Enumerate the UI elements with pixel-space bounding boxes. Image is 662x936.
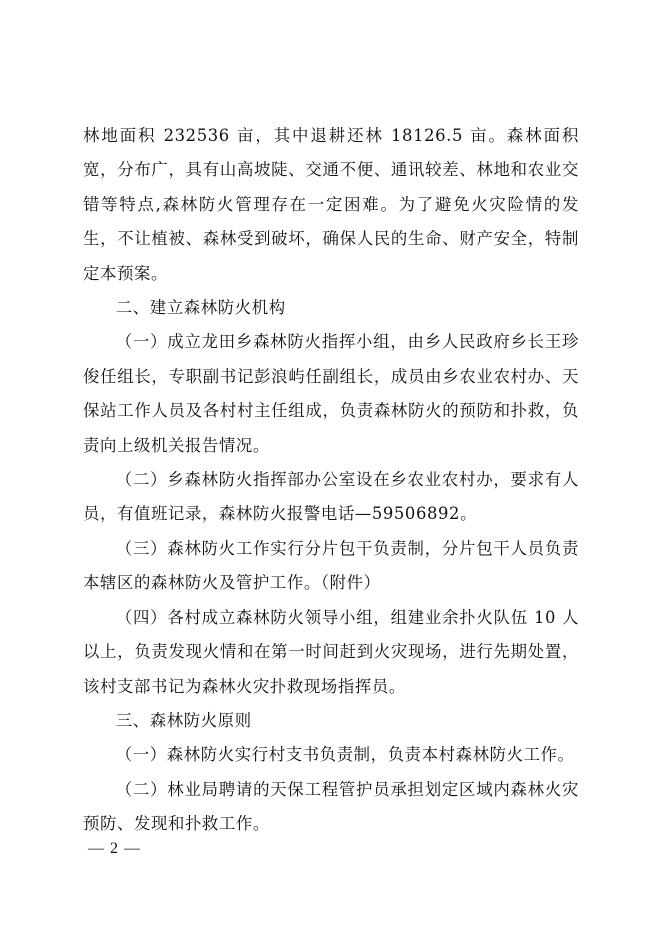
document-body (83, 119, 579, 842)
paragraph-rangers: （二）林业局聘请的天保工程管护员承担划定区域内森林火灾预防、发现和扑救工作。 (83, 779, 579, 834)
paragraph-office-hotline: （二）乡森林防火指挥部办公室设在乡农业农村办，要求有人员，有值班记录，森林防火报警电话—59506892。 (83, 470, 579, 524)
paragraph-village-teams: （四）各村成立森林防火领导小组，组建业余扑火队伍 10 人以上，负责发现火情和在第一时间赶到火灾现场，进行先期处置，该村支部书记为森林火灾扑救现场指挥员。 (83, 607, 579, 696)
page-number: — 2 — (88, 840, 141, 857)
paragraph-secretary-responsibility: （一）森林防火实行村支书负责制，负责本村森林防火工作。 (115, 745, 575, 765)
paragraph-command-group: （一）成立龙田乡森林防火指挥小组，由乡人民政府乡长王珍俊任组长，专职副书记彭浪屿任副组长，成员由乡农业农村办、天保站工作人员及各村村主任组成，负责森林防火的预防和扑救，负责向上级机关报告情况。 (83, 332, 579, 455)
paragraph-zone-responsibility: （三）森林防火工作实行分片包干负责制，分片包干人员负责本辖区的森林防火及管护工作。（附件） (83, 538, 579, 593)
section-heading-organization: 二、建立森林防火机构 (115, 298, 286, 318)
paragraph-intro-continued: 林地面积 232536 亩，其中退耕还林 18126.5 亩。森林面积宽，分布广，具有山高坡陡、交通不便、通讯较差、林地和农业交错等特点,森林防火管理存在一定困难。为了避免火灾险情的发生，不让植被、森林受到破坏，确保人民的生命、财产安全，特制定本预案。 (83, 126, 579, 283)
section-heading-principles: 三、森林防火原则 (115, 710, 252, 730)
